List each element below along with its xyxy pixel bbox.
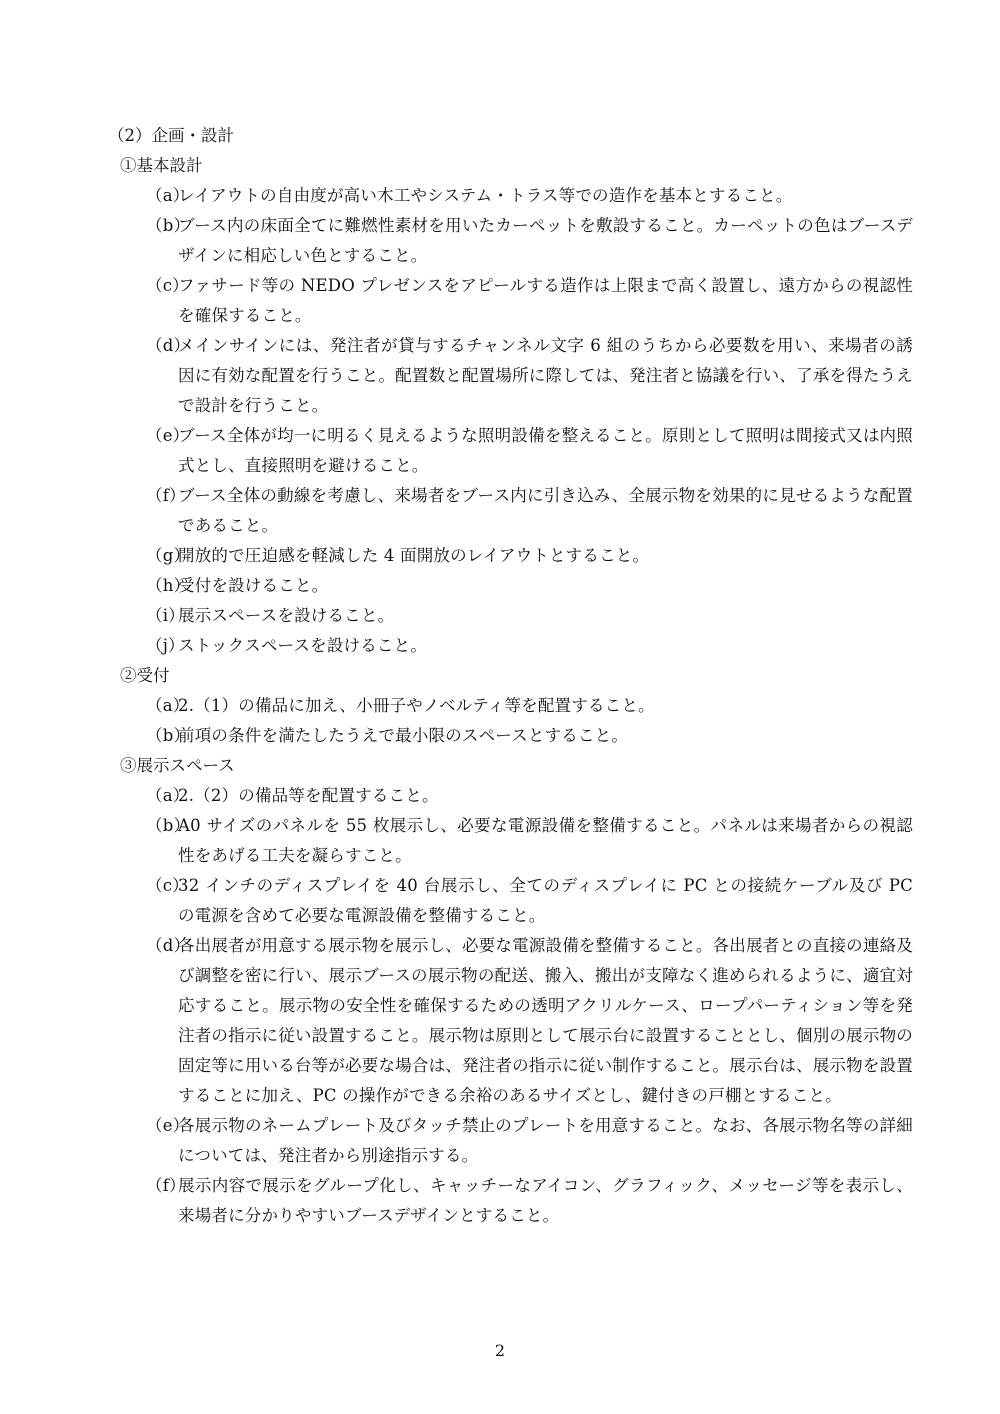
item-text: 2.（1）の備品に加え、小冊子やノベルティ等を配置すること。 bbox=[178, 696, 655, 715]
item-text: 32 インチのディスプレイを 40 台展示し、全てのディスプレイに PC との接続ケーブル及び PC の電源を含めて必要な電源設備を整備すること。 bbox=[178, 876, 913, 925]
item-label: （c） bbox=[146, 276, 189, 295]
list-item bbox=[108, 541, 913, 571]
list-item bbox=[108, 691, 913, 721]
item-label: （e） bbox=[146, 426, 190, 445]
item-label: （h） bbox=[146, 576, 191, 595]
item-label: （d） bbox=[146, 336, 191, 355]
item-label: （a） bbox=[146, 786, 190, 805]
item-label: （g） bbox=[146, 546, 191, 565]
list-item bbox=[108, 721, 913, 751]
list-item bbox=[108, 871, 913, 931]
list-item bbox=[108, 631, 913, 661]
item-label: （f） bbox=[146, 486, 186, 505]
list-item bbox=[108, 421, 913, 481]
list-item bbox=[108, 811, 913, 871]
item-text: 受付を設けること。 bbox=[178, 576, 329, 595]
item-label: （b） bbox=[146, 216, 191, 235]
list-item bbox=[108, 181, 913, 211]
list-item bbox=[108, 481, 913, 541]
item-text: 開放的で圧迫感を軽減した 4 面開放のレイアウトとすること。 bbox=[178, 546, 650, 565]
document-body bbox=[108, 121, 913, 1231]
list-item bbox=[108, 571, 913, 601]
item-text: レイアウトの自由度が高い木工やシステム・トラス等での造作を基本とすること。 bbox=[178, 186, 793, 205]
item-text: ブース内の床面全てに難燃性素材を用いたカーペットを敷設すること。カーペットの色はブースデザインに相応しい色とすること。 bbox=[178, 216, 913, 265]
item-text: 各展示物のネームプレート及びタッチ禁止のプレートを用意すること。なお、各展示物名等の詳細については、発注者から別途指示する。 bbox=[178, 1116, 913, 1165]
subsection-heading-basic-design: ①基本設計 bbox=[120, 156, 203, 175]
list-item bbox=[108, 781, 913, 811]
item-label: （j） bbox=[146, 636, 185, 655]
section-heading: （2）企画・設計 bbox=[108, 126, 234, 145]
item-text: 2.（2）の備品等を配置すること。 bbox=[178, 786, 439, 805]
list-item bbox=[108, 601, 913, 631]
item-label: （b） bbox=[146, 816, 191, 835]
item-text: ブース全体の動線を考慮し、来場者をブース内に引き込み、全展示物を効果的に見せるような配置であること。 bbox=[178, 486, 913, 535]
page-number: 2 bbox=[494, 1341, 506, 1360]
list-item bbox=[108, 211, 913, 271]
item-text: ファサード等の NEDO プレゼンスをアピールする造作は上限まで高く設置し、遠方からの視認性を確保すること。 bbox=[178, 276, 913, 325]
list-item bbox=[108, 931, 913, 1111]
item-label: （a） bbox=[146, 186, 190, 205]
item-text: ストックスペースを設けること。 bbox=[178, 636, 428, 655]
subsection-heading-exhibit-space: ③展示スペース bbox=[120, 756, 235, 775]
item-label: （e） bbox=[146, 1116, 190, 1135]
list-item bbox=[108, 271, 913, 331]
item-text: メインサインには、発注者が貸与するチャンネル文字 6 組のうちから必要数を用い、来場者の誘因に有効な配置を行うこと。配置数と配置場所に際しては、発注者と協議を行い、了承を得たうえで設計を行うこと。 bbox=[178, 336, 913, 415]
item-label: （f） bbox=[146, 1176, 186, 1195]
list-item bbox=[108, 1111, 913, 1171]
list-item bbox=[108, 331, 913, 421]
item-text: 展示内容で展示をグループ化し、キャッチーなアイコン、グラフィック、メッセージ等を表示し、来場者に分かりやすいブースデザインとすること。 bbox=[178, 1176, 913, 1225]
item-text: ブース全体が均一に明るく見えるような照明設備を整えること。原則として照明は間接式又は内照式とし、直接照明を避けること。 bbox=[178, 426, 913, 475]
item-label: （d） bbox=[146, 936, 191, 955]
item-label: （i） bbox=[146, 606, 185, 625]
item-text: A0 サイズのパネルを 55 枚展示し、必要な電源設備を整備すること。パネルは来場者からの視認性をあげる工夫を凝らすこと。 bbox=[178, 816, 913, 865]
item-label: （c） bbox=[146, 876, 189, 895]
list-item bbox=[108, 1171, 913, 1231]
item-text: 前項の条件を満たしたうえで最小限のスペースとすること。 bbox=[178, 726, 629, 745]
item-text: 展示スペースを設けること。 bbox=[178, 606, 395, 625]
item-label: （a） bbox=[146, 696, 190, 715]
item-label: （b） bbox=[146, 726, 191, 745]
subsection-heading-reception: ②受付 bbox=[120, 666, 170, 685]
item-text: 各出展者が用意する展示物を展示し、必要な電源設備を整備すること。各出展者との直接の連絡及び調整を密に行い、展示ブースの展示物の配送、搬入、搬出が支障なく進められるように、適宜対応すること。展示物の安全性を確保するための透明アクリルケース、ロープパーティション等を発注者の指示に従い設置すること。展示物は原則として展示台に設置することとし、個別の展示物の固定等に用いる台等が必要な場合は、発注者の指示に従い制作すること。展示台は、展示物を設置することに加え、PC の操作ができる余裕のあるサイズとし、鍵付きの戸棚とすること。 bbox=[178, 936, 913, 1105]
